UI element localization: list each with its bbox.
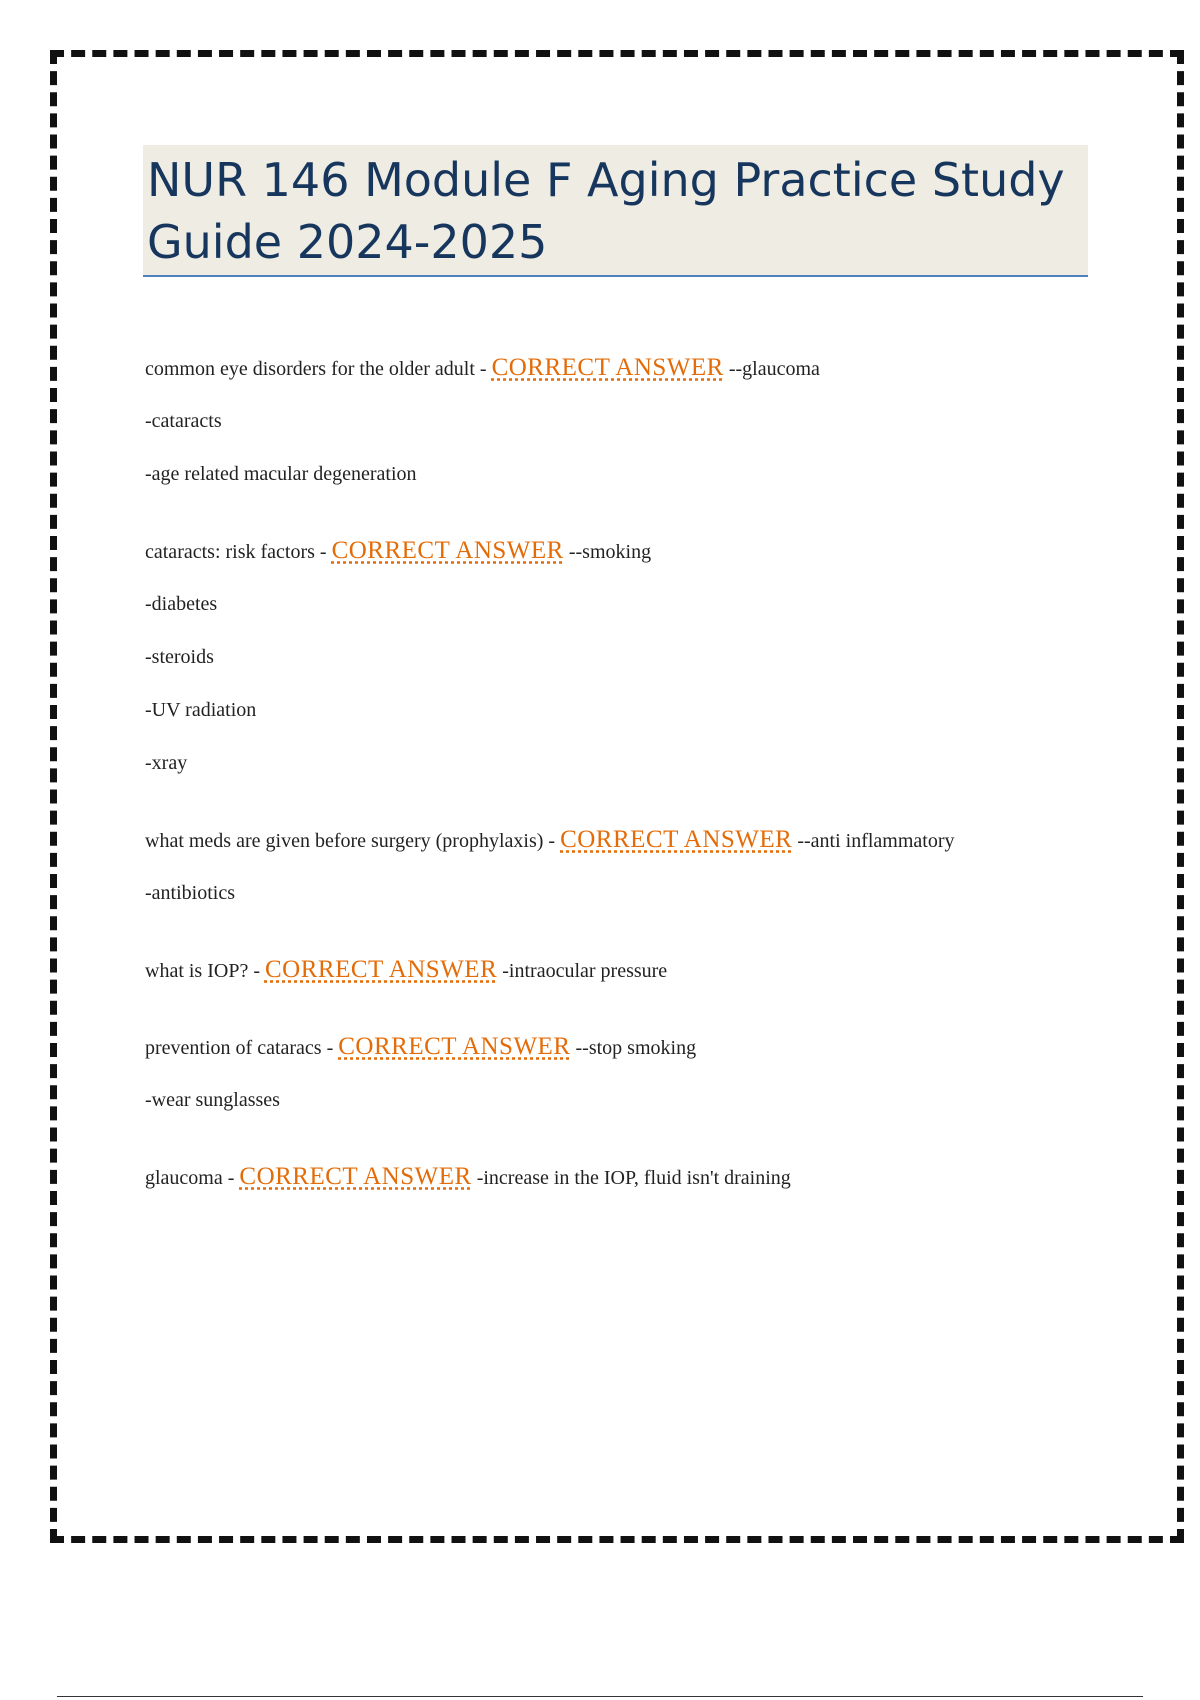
question-text: what is IOP? -	[145, 960, 265, 982]
qa-item	[145, 1035, 1045, 1112]
question-line	[145, 539, 1045, 592]
answer-line: -diabetes	[145, 593, 218, 615]
answer-text: -increase in the IOP, fluid isn't draining	[471, 1167, 791, 1189]
answer-line: -wear sunglasses	[145, 1089, 280, 1111]
answer-line: -age related macular degeneration	[145, 463, 417, 485]
question-line	[145, 356, 1045, 409]
question-text: prevention of cataracs -	[145, 1037, 339, 1059]
answer-line: -cataracts	[145, 410, 222, 432]
question-text: what meds are given before surgery (prophylaxis) -	[145, 830, 561, 852]
question-line	[145, 1035, 1045, 1088]
answer-text: --stop smoking	[570, 1037, 697, 1059]
answer-line: -antibiotics	[145, 882, 235, 904]
question-text: cataracts: risk factors -	[145, 541, 332, 563]
correct-answer-label: CORRECT ANSWER	[331, 537, 564, 564]
qa-item	[145, 1165, 1045, 1189]
answer-text: --smoking	[563, 541, 652, 563]
qa-item	[145, 539, 1045, 775]
title-box	[143, 145, 1088, 277]
correct-answer-label: CORRECT ANSWER	[264, 956, 498, 983]
answer-line: -steroids	[145, 646, 214, 668]
correct-answer-label: CORRECT ANSWER	[491, 354, 724, 381]
correct-answer-label: CORRECT ANSWER	[239, 1163, 472, 1190]
footer-rule	[57, 1696, 1143, 1697]
qa-item	[145, 356, 1045, 486]
answer-line: -xray	[145, 752, 188, 774]
qa-item	[145, 828, 1045, 905]
answer-text: -intraocular pressure	[497, 960, 668, 982]
answer-line: -UV radiation	[145, 699, 257, 721]
correct-answer-label: CORRECT ANSWER	[560, 826, 793, 853]
correct-answer-label: CORRECT ANSWER	[338, 1033, 571, 1060]
qa-item	[145, 958, 1045, 982]
question-text: glaucoma -	[145, 1167, 240, 1189]
question-line	[145, 958, 1045, 982]
document-title: NUR 146 Module F Aging Practice Study Guide 2024-2025	[147, 153, 1065, 269]
question-text: common eye disorders for the older adult -	[145, 358, 492, 380]
qa-list	[145, 356, 1045, 1242]
answer-text: --glaucoma	[723, 358, 820, 380]
question-line	[145, 828, 1045, 881]
question-line	[145, 1165, 1045, 1189]
answer-text: --anti inflammatory	[792, 830, 955, 852]
